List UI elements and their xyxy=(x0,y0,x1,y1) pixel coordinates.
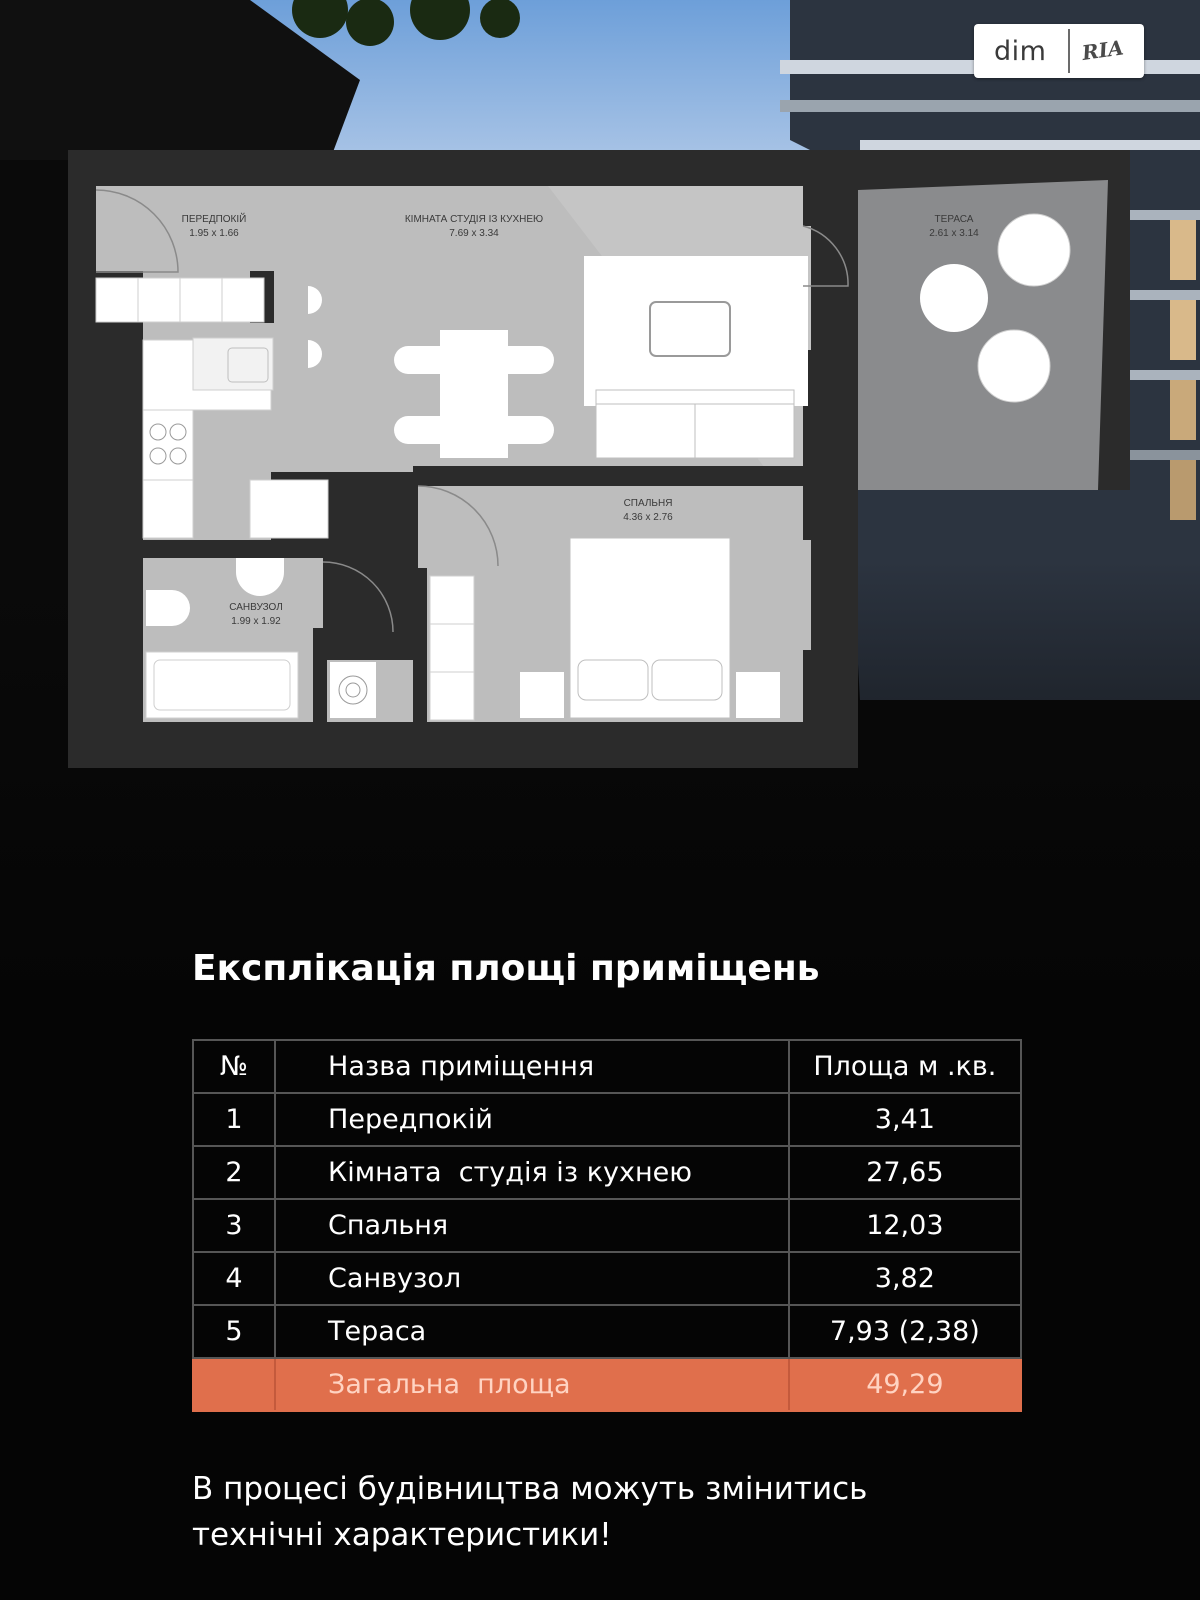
bed-icon xyxy=(570,538,730,718)
toilet-icon xyxy=(146,590,190,626)
row-number: 2 xyxy=(193,1146,275,1199)
table-row xyxy=(193,1252,1021,1305)
logo-dim-text: dim xyxy=(994,35,1047,67)
table-row xyxy=(193,1093,1021,1146)
row-name: Тераса xyxy=(275,1305,789,1358)
disclaimer-note xyxy=(192,1466,1152,1558)
floor-plan xyxy=(68,150,1130,768)
total-label: Загальна площа xyxy=(275,1358,789,1411)
header-area: Площа м .кв. xyxy=(789,1040,1021,1093)
room-label: ПЕРЕДПОКІЙ xyxy=(181,214,247,225)
header-name: Назва приміщення xyxy=(275,1040,789,1093)
room-label: СПАЛЬНЯ xyxy=(623,498,673,509)
row-area: 12,03 xyxy=(789,1199,1021,1252)
room-dims: 7.69 x 3.34 xyxy=(449,228,499,239)
terrace-area xyxy=(858,180,1108,490)
table-row xyxy=(193,1305,1021,1358)
dimria-logo xyxy=(974,24,1144,78)
room-dims: 1.99 x 1.92 xyxy=(231,616,281,627)
row-area: 3,82 xyxy=(789,1252,1021,1305)
wall xyxy=(803,350,843,540)
room-dims: 2.61 x 3.14 xyxy=(929,228,979,239)
sofa-icon xyxy=(596,390,794,458)
hallway-floor xyxy=(96,186,271,271)
wall xyxy=(413,466,813,484)
table-header-row xyxy=(193,1040,1021,1093)
wall xyxy=(803,650,843,730)
page-title: Експлікація площі приміщень xyxy=(192,948,820,989)
row-area: 3,41 xyxy=(789,1093,1021,1146)
row-number: 4 xyxy=(193,1252,275,1305)
row-name: Передпокій xyxy=(275,1093,789,1146)
row-name: Кімната студія із кухнею xyxy=(275,1146,789,1199)
bathtub-icon xyxy=(146,652,298,718)
header-number: № xyxy=(193,1040,275,1093)
area-table xyxy=(192,1039,1022,1412)
room-label: КІМНАТА СТУДІЯ ІЗ КУХНЕЮ xyxy=(404,214,544,225)
room-dims: 4.36 x 2.76 xyxy=(623,512,673,523)
row-area: 7,93 (2,38) xyxy=(789,1305,1021,1358)
room-dims: 1.95 x 1.66 xyxy=(189,228,239,239)
row-area: 27,65 xyxy=(789,1146,1021,1199)
terrace-table xyxy=(920,264,988,332)
table-row xyxy=(193,1146,1021,1199)
wall xyxy=(313,628,327,723)
room-label: САНВУЗОЛ xyxy=(229,602,283,613)
disclaimer-line-1: В процесі будівництва можуть змінитись xyxy=(192,1471,868,1507)
living-rug xyxy=(584,256,808,406)
hallway-wardrobe xyxy=(96,278,264,322)
row-number: 3 xyxy=(193,1199,275,1252)
total-row xyxy=(193,1358,1021,1411)
row-name: Санвузол xyxy=(275,1252,789,1305)
total-number xyxy=(193,1358,275,1411)
table-row xyxy=(193,1199,1021,1252)
wall xyxy=(143,540,401,558)
row-name: Спальня xyxy=(275,1199,789,1252)
room-label: ТЕРАСА xyxy=(934,214,974,225)
bedroom-wardrobe xyxy=(430,576,474,720)
wall xyxy=(413,568,427,723)
total-area: 49,29 xyxy=(789,1358,1021,1411)
logo-ria-text: RIA xyxy=(1080,35,1125,65)
row-number: 1 xyxy=(193,1093,275,1146)
row-number: 5 xyxy=(193,1305,275,1358)
disclaimer-line-2: технічні характеристики! xyxy=(192,1517,612,1553)
dining-table xyxy=(440,330,508,458)
washing-machine-icon xyxy=(330,662,376,718)
wall xyxy=(803,186,843,226)
